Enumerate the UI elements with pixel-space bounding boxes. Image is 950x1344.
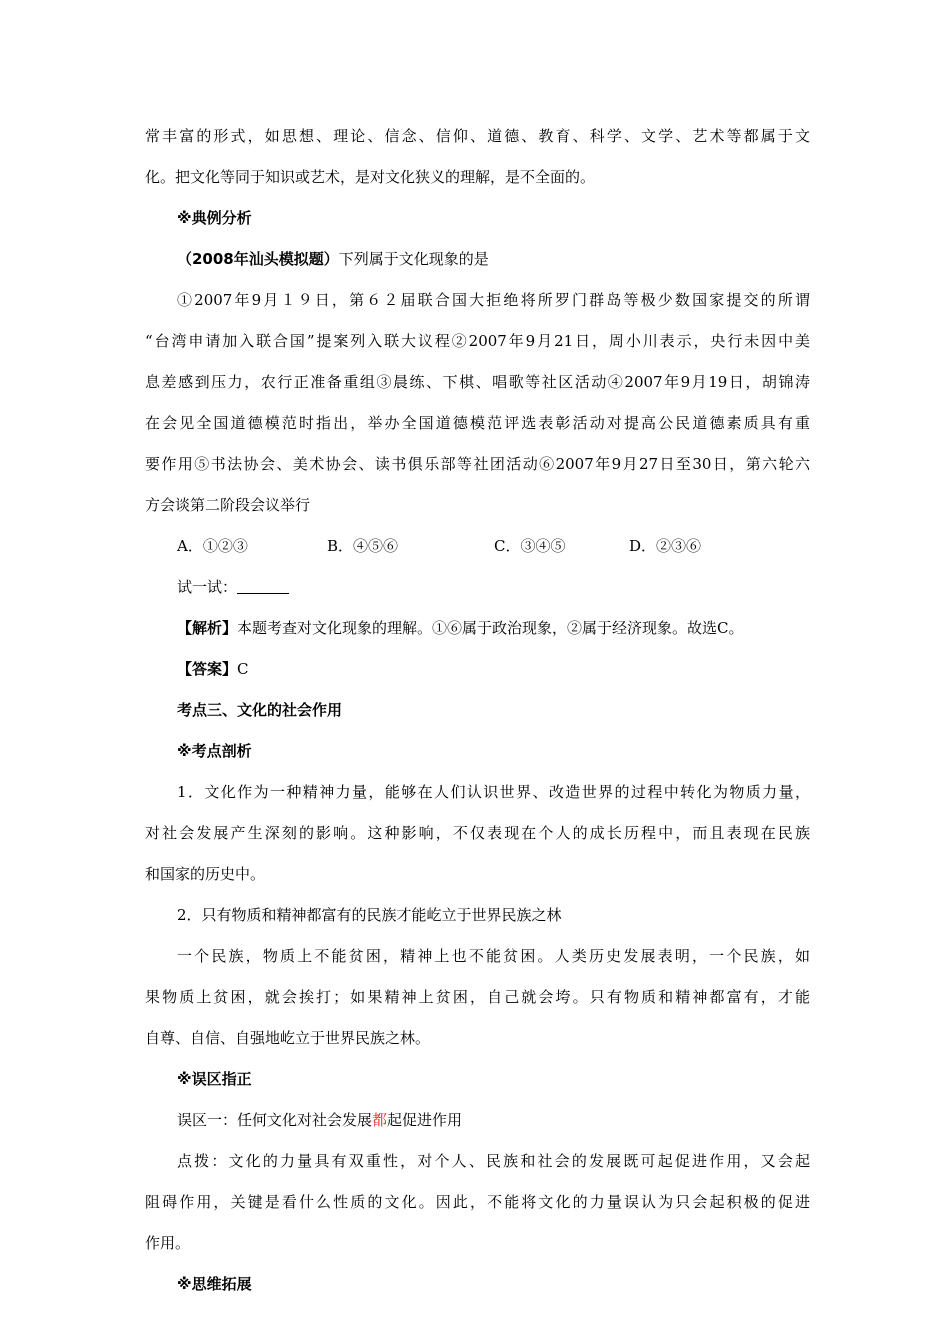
option-d: D．②③⑥ xyxy=(629,537,702,555)
extension-heading: ※思维拓展 xyxy=(177,1275,252,1293)
answer-line xyxy=(145,649,810,690)
try-line xyxy=(145,567,810,608)
example-body-line-6: 方会谈第二阶段会议举行 xyxy=(145,496,311,514)
tip-line-1: 点拨：文化的力量具有双重性，对个人、民族和社会的发展既可起促进作用，又会起 xyxy=(177,1152,810,1170)
point2-line-1: 一个民族，物质上不能贫困，精神上也不能贫困。人类历史发展表明，一个民族，如 xyxy=(177,947,810,965)
option-a: A．①②③ xyxy=(177,537,248,555)
answer-options xyxy=(145,526,810,567)
point2-title: 2．只有物质和精神都富有的民族才能屹立于世界民族之林 xyxy=(177,906,562,924)
example-body-line-5: 要作用⑤书法协会、美术协会、读书俱乐部等社团活动⑥2007年9月27日至30日，第六轮六 xyxy=(145,455,810,473)
analysis-label: 【解析】 xyxy=(177,619,238,637)
point1-line-1: 1．文化作为一种精神力量，能够在人们认识世界、改造世界的过程中转化为物质力量， xyxy=(177,783,810,801)
example-body-line-1: ①2007年9月１９日，第６２届联合国大拒绝将所罗门群岛等极少数国家提交的所谓 xyxy=(177,291,810,309)
option-c: C．③④⑤ xyxy=(494,537,566,555)
try-label: 试一试： xyxy=(177,578,238,596)
mistake-pre: 误区一：任何文化对社会发展 xyxy=(177,1111,373,1129)
example-body-line-4: 在会见全国道德模范时指出，举办全国道德模范评选表彰活动对提高公民道德素质具有重 xyxy=(145,414,810,432)
mistake-line xyxy=(145,1100,810,1141)
intro-line-2: 化。把文化等同于知识或艺术，是对文化狭义的理解，是不全面的。 xyxy=(145,168,596,186)
mistake-post: 起促进作用 xyxy=(387,1111,463,1129)
section3-analysis-heading: ※考点剖析 xyxy=(177,742,252,760)
answer-label: 【答案】 xyxy=(177,660,238,678)
option-b: B．④⑤⑥ xyxy=(327,537,399,555)
example-body-line-2: “台湾申请加入联合国”提案列入联大议程②2007年9月21日，周小川表示，央行未因中美 xyxy=(145,332,810,350)
example-body-line-3: 息差感到压力，农行正准备重组③晨练、下棋、唱歌等社区活动④2007年9月19日，胡锦涛 xyxy=(145,373,810,391)
intro-line-1: 常丰富的形式，如思想、理论、信念、信仰、道德、教育、科学、文学、艺术等都属于文 xyxy=(145,127,810,145)
point1-line-3: 和国家的历史中。 xyxy=(145,865,266,883)
point2-line-3: 自尊、自信、自强地屹立于世界民族之林。 xyxy=(145,1029,431,1047)
document-page xyxy=(145,116,810,1305)
answer-text: C xyxy=(237,660,249,678)
analysis-text: 本题考查对文化现象的理解。①⑥属于政治现象，②属于经济现象。故选C。 xyxy=(237,619,744,637)
example-question: 下列属于文化现象的是 xyxy=(338,250,489,268)
mistake-heading: ※误区指正 xyxy=(177,1070,252,1088)
mistake-emphasis: 都 xyxy=(372,1111,388,1129)
point2-line-2: 果物质上贫困，就会挨打；如果精神上贫困，自己就会垮。只有物质和精神都富有，才能 xyxy=(145,988,810,1006)
example-heading: ※典例分析 xyxy=(177,209,252,227)
point1-line-2: 对社会发展产生深刻的影响。这种影响，不仅表现在个人的成长历程中，而且表现在民族 xyxy=(145,824,810,842)
example-question-line xyxy=(145,239,810,280)
section3-title: 考点三、文化的社会作用 xyxy=(177,701,343,719)
tip-line-2: 阻碍作用，关键是看什么性质的文化。因此，不能将文化的力量误认为只会起积极的促进 xyxy=(145,1193,810,1211)
analysis-line xyxy=(145,608,810,649)
example-source: （2008年汕头模拟题） xyxy=(177,250,339,268)
tip-line-3: 作用。 xyxy=(145,1234,191,1252)
answer-blank xyxy=(237,575,289,594)
